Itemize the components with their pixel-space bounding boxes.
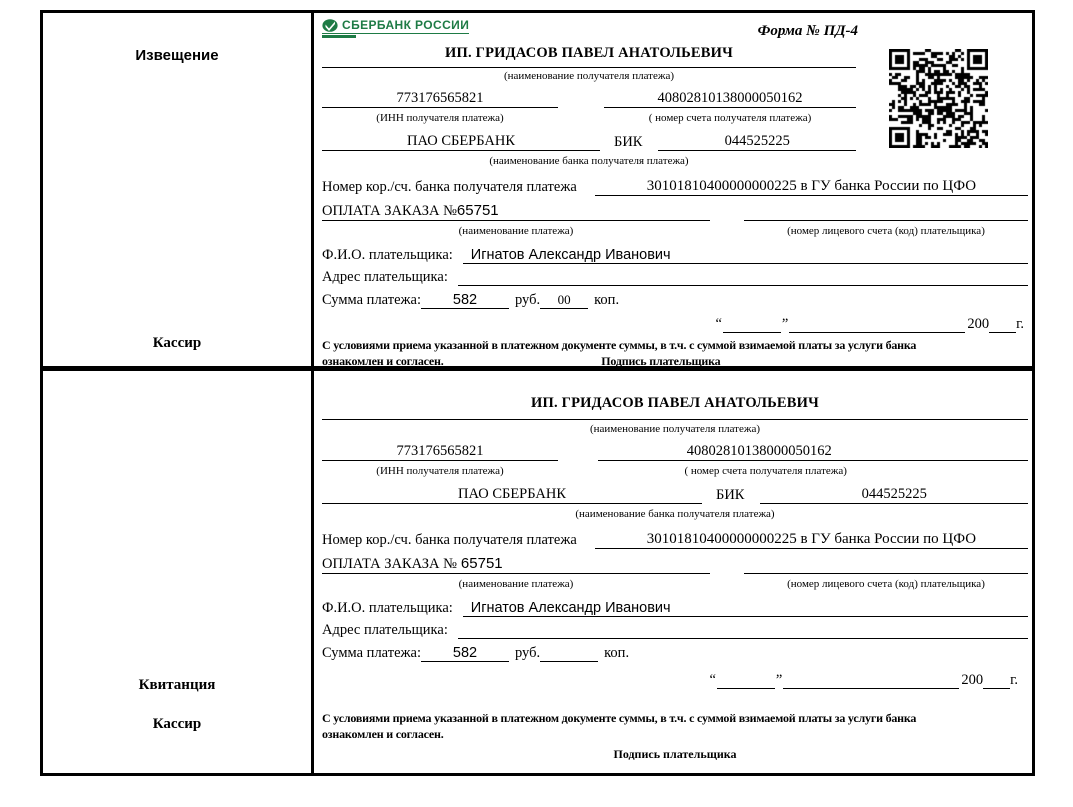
rub-label: руб. <box>515 292 541 308</box>
purpose-caption: (наименование платежа) <box>458 225 574 237</box>
rub-label: руб. <box>515 645 541 661</box>
address-blank <box>458 285 1028 286</box>
kop-value: 00 <box>540 292 588 309</box>
date-blank-day <box>723 332 781 333</box>
receipt-form-body <box>314 371 1032 773</box>
fio-value: Игнатов Александр Иванович <box>463 600 1028 617</box>
sberbank-logo-text: СБЕРБАНК РОССИИ <box>342 18 470 32</box>
signature-label: Подпись плательщика <box>613 747 737 762</box>
order-number: 65751 <box>460 555 503 572</box>
personal-account-caption: (номер лицевого счета (код) плательщика) <box>787 225 985 237</box>
date-century: 200 <box>967 316 990 332</box>
fio-value: Игнатов Александр Иванович <box>463 247 1028 264</box>
cashier-label: Кассир <box>152 335 202 351</box>
date-blank-month <box>789 332 965 333</box>
recipient-name-caption: (наименование получателя платежа) <box>589 423 761 435</box>
date-blank-day <box>717 688 775 689</box>
personal-account-caption: (номер лицевого счета (код) плательщика) <box>787 578 985 590</box>
corr-account-value: 30101810400000000225 в ГУ банка России по ЦФО <box>595 531 1028 549</box>
date-quote-close: ” <box>781 316 789 332</box>
account-value: 40802810138000050162 <box>686 443 832 459</box>
qr-code <box>889 49 988 148</box>
payment-form-pd4 <box>40 10 1035 776</box>
address-label: Адрес плательщика: <box>322 622 448 638</box>
sberbank-logo <box>322 18 469 38</box>
bank-name-value: ПАО СБЕРБАНК <box>322 133 600 151</box>
date-line <box>322 669 1022 689</box>
date-blank-year <box>983 688 1010 689</box>
bank-name-caption: (наименование банка получателя платежа) <box>575 508 775 520</box>
date-century: 200 <box>961 672 984 688</box>
cashier-label: Кассир <box>152 716 202 732</box>
sberbank-logo-icon <box>322 19 338 32</box>
notice-form-body <box>314 13 1032 366</box>
amount-value: 582 <box>421 292 509 309</box>
kop-label: коп. <box>594 292 620 308</box>
bank-name-caption: (наименование банка получателя платежа) <box>489 155 689 167</box>
date-quote-open: “ <box>709 672 716 688</box>
date-year-suffix: г. <box>1010 672 1018 688</box>
bik-label: БИК <box>614 134 643 150</box>
inn-value: 773176565821 <box>322 443 558 461</box>
date-quote-close: ” <box>775 672 783 688</box>
date-line <box>322 313 1028 333</box>
inn-caption: (ИНН получателя платежа) <box>376 112 504 124</box>
bik-label: БИК <box>716 487 745 503</box>
address-blank <box>458 638 1028 639</box>
payment-purpose-field: ОПЛАТА ЗАКАЗА №65751 <box>322 202 710 221</box>
personal-account-blank <box>744 220 1028 221</box>
order-number: 65751 <box>456 202 499 219</box>
corr-account-value: 30101810400000000225 в ГУ банка России по ЦФО <box>595 178 1028 196</box>
recipient-name-caption: (наименование получателя платежа) <box>503 70 675 82</box>
purpose-caption: (наименование платежа) <box>458 578 574 590</box>
payment-purpose-field: ОПЛАТА ЗАКАЗА № 65751 <box>322 555 710 574</box>
date-quote-open: “ <box>715 316 722 332</box>
fio-label: Ф.И.О. плательщика: <box>322 600 453 616</box>
inn-value: 773176565821 <box>322 90 558 108</box>
sberbank-logo-tagline <box>322 35 356 38</box>
date-year-suffix: г. <box>1016 316 1024 332</box>
account-caption: ( номер счета получателя платежа) <box>684 465 847 477</box>
receipt-stub <box>43 371 314 773</box>
recipient-name-heading: ИП. ГРИДАСОВ ПАВЕЛ АНАТОЛЬЕВИЧ <box>322 395 1028 420</box>
address-label: Адрес плательщика: <box>322 269 448 285</box>
receipt-stub-title: Квитанция <box>138 677 216 693</box>
receipt-section <box>43 371 1032 773</box>
fio-label: Ф.И.О. плательщика: <box>322 247 453 263</box>
form-code: Форма № ПД-4 <box>757 23 858 39</box>
agreement-text: С условиями приема указанной в платежном документе суммы, в т.ч. с суммой взимаемой платы за услуги банка ознакомлен и согласен. Подпись плательщика <box>322 338 1028 366</box>
date-blank-month <box>783 688 959 689</box>
inn-caption: (ИНН получателя платежа) <box>376 465 504 477</box>
corr-account-label: Номер кор./сч. банка получателя платежа <box>322 532 577 548</box>
notice-stub-title: Извещение <box>135 47 219 64</box>
sum-label: Сумма платежа: <box>322 645 421 661</box>
notice-stub <box>43 13 314 366</box>
bik-value: 044525225 <box>760 486 1028 504</box>
agreement-text: С условиями приема указанной в платежном документе суммы, в т.ч. с суммой взимаемой платы за услуги банка ознакомлен и согласен. <box>322 711 917 741</box>
personal-account-blank <box>744 573 1028 574</box>
notice-section <box>43 13 1032 366</box>
sum-label: Сумма платежа: <box>322 292 421 308</box>
date-blank-year <box>989 332 1016 333</box>
kop-value <box>540 661 598 662</box>
corr-account-label: Номер кор./сч. банка получателя платежа <box>322 179 577 195</box>
bik-value: 044525225 <box>658 133 856 151</box>
bank-name-value: ПАО СБЕРБАНК <box>322 486 702 504</box>
recipient-name-heading: ИП. ГРИДАСОВ ПАВЕЛ АНАТОЛЬЕВИЧ <box>322 45 856 68</box>
signature-label: Подпись плательщика <box>601 353 721 366</box>
kop-label: коп. <box>604 645 630 661</box>
amount-value: 582 <box>421 645 509 662</box>
account-caption: ( номер счета получателя платежа) <box>648 112 812 124</box>
account-value: 40802810138000050162 <box>657 90 803 106</box>
